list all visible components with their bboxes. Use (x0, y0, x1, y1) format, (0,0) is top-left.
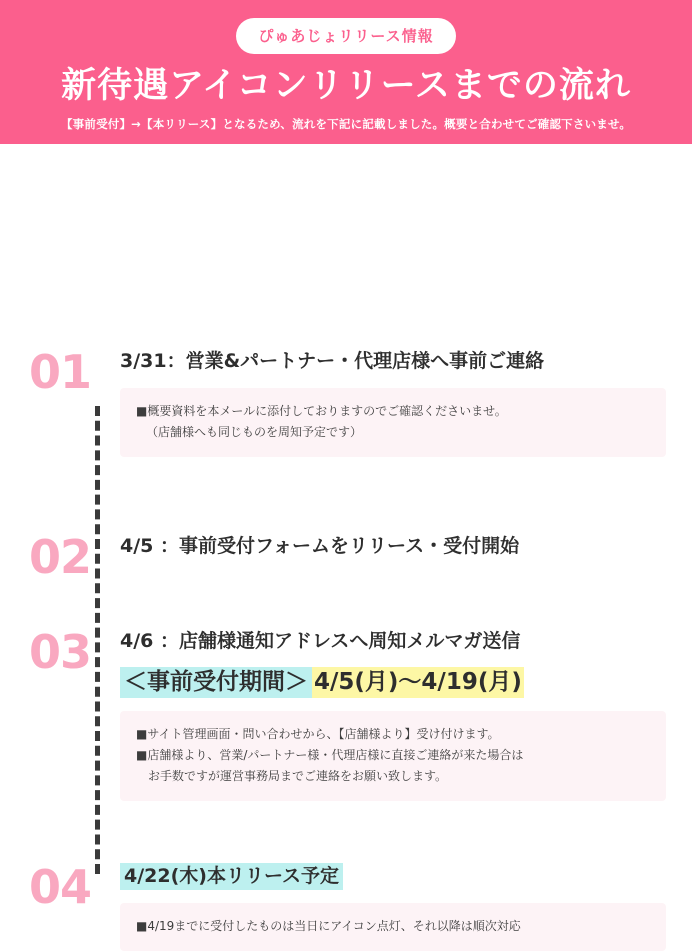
step-number: 03 (28, 625, 91, 680)
period-label: ＜事前受付期間＞ (120, 667, 312, 698)
note-line: ■概要資料を本メールに添付しておりますのでご確認くださいませ。 (136, 404, 507, 419)
step-title-text: 4/22(木)本リリース予定 (120, 863, 343, 890)
step-number: 01 (28, 345, 91, 400)
page-title: 新待遇アイコンリリースまでの流れ (61, 66, 631, 106)
page-header (0, 0, 692, 144)
period-dates: 4/5(月)〜4/19(月) (312, 667, 524, 698)
step-number: 04 (28, 860, 91, 915)
note-line: お手数ですが運営事務局までご連絡をお願い致します。 (148, 768, 448, 783)
step-number: 02 (28, 530, 91, 585)
note-line: （店舗様へも同じものを周知予定です） (146, 425, 363, 440)
step-note-box (120, 711, 666, 801)
timeline-step-03 (0, 625, 692, 800)
release-info-badge: ぴゅあじょリリース情報 (236, 18, 455, 54)
timeline-step-04 (0, 860, 692, 951)
step-note-box (120, 903, 666, 951)
step-body (120, 349, 692, 457)
step-body (120, 864, 692, 951)
step-title: 4/5 ：事前受付フォームをリリース・受付開始 (120, 535, 520, 558)
step-body (120, 629, 692, 800)
page-subtitle: 【事前受付】→【本リリース】となるため、流れを下記に記載しました。概要と合わせてご確認下さいませ。 (60, 117, 632, 132)
step-body (120, 534, 692, 559)
pre-application-period (120, 668, 666, 697)
note-line: ■店舗様より、営業/パートナー様・代理店様に直接ご連絡が来た場合は (136, 747, 524, 762)
timeline-content (0, 144, 692, 934)
step-title (120, 864, 666, 889)
timeline-step-02 (0, 530, 692, 585)
step-title: 3/31：営業&パートナー・代理店様へ事前ご連絡 (120, 350, 545, 373)
note-line: ■サイト管理画面・問い合わせから、【店舗様より】受け付けます。 (136, 726, 500, 741)
step-title: 4/6 ：店舗様通知アドレスへ周知メルマガ送信 (120, 630, 521, 653)
step-note-box (120, 388, 666, 457)
note-line: ■4/19までに受付したものは当日にアイコン点灯、それ以降は順次対応 (136, 919, 521, 934)
timeline-step-01 (0, 345, 692, 457)
